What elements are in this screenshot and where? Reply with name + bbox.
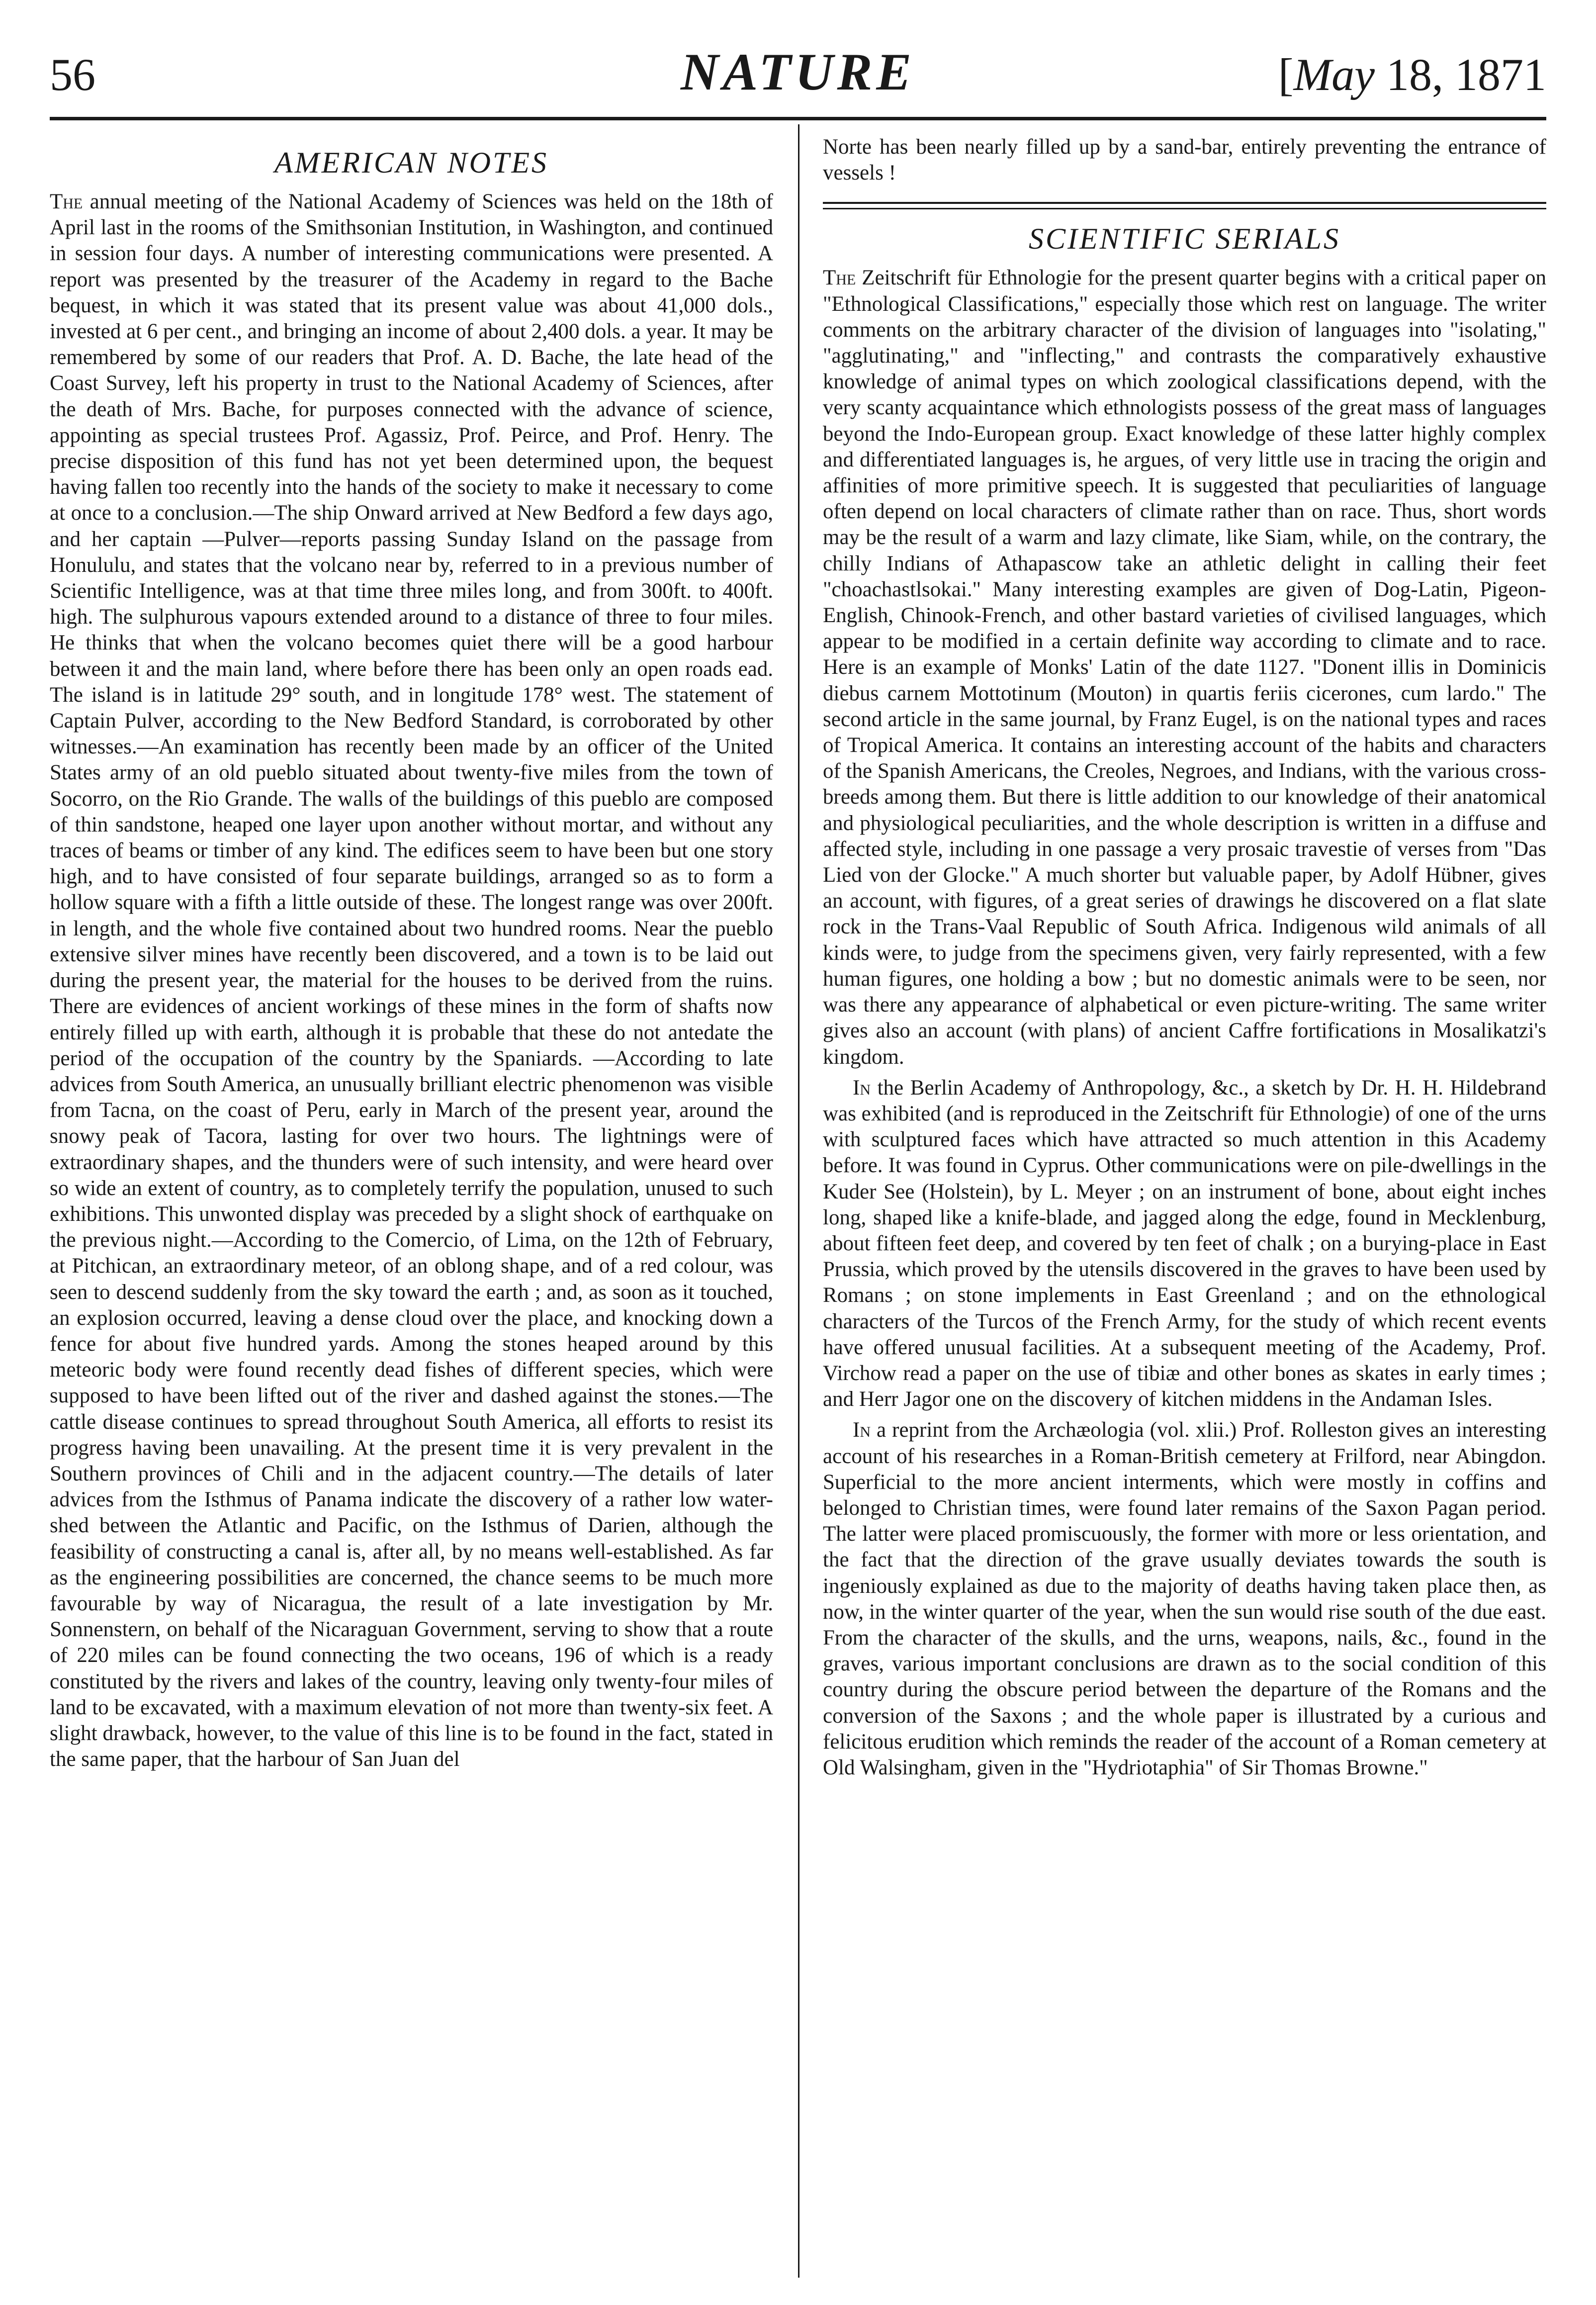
left-column xyxy=(50,134,773,1772)
section-rule xyxy=(823,202,1546,209)
issue-date-rest: 18, 1871 xyxy=(1375,49,1546,100)
page-number: 56 xyxy=(50,49,95,100)
serials-paragraph-1 xyxy=(823,265,1546,1070)
page-header xyxy=(50,30,1546,120)
serials-paragraph-2-lead: In xyxy=(853,1076,871,1100)
scientific-serials-title: SCIENTIFIC SERIALS xyxy=(1029,222,1340,256)
american-notes-body xyxy=(50,189,773,1772)
issue-date xyxy=(1278,50,1546,99)
column-divider xyxy=(798,124,799,2278)
issue-date-bracket: [ xyxy=(1278,49,1294,100)
issue-date-month: May xyxy=(1293,49,1375,100)
journal-page xyxy=(50,30,1546,2278)
serials-paragraph-3-lead: In xyxy=(853,1418,871,1442)
continued-text: Norte has been nearly filled up by a sand-bar, entirely preventing the entrance of vessels ! xyxy=(823,135,1546,185)
serials-paragraph-1-text: Zeitschrift für Ethnologie for the present quarter begins with a critical paper on "Ethnological Classifications," especially those which rest on language. The writer comments on the arbitrary character of the division of languages into "isolating," "agglutinating," and "inflecting," and contrasts the comparatively exhaustive knowledge of animal types on which zoological classifications depend, with the very scanty acquaintance which ethnologists possess of the great mass of languages beyond the Indo-European group. Exact knowledge of these latter highly complex and differentiated languages is, he argues, of very little use in tracing the origin and affinities of more primitive speech. It is suggested that peculiarities of language often depend on local characters of climate rather than on race. Thus, short words may be the result of a warm and lazy climate, like Siam, while, on the contrary, the chilly Indians of Athapascow take an athletic delight in calling their feet "choachastlsokai." Many interesting examples are given of Dog-Latin, Pigeon-English, Chinook-French, and other bastard varieties of civilised languages, which appear to be modified in a certain definite way according to climate and to race. Here is an example of Monks' Latin of the date 1127. "Donent illis in Dominicis diebus carnem Mottotinum (Mouton) in quartis feriis cicerones, cum lardo." The second article in the same journal, by Franz Eugel, is on the national types and races of Tropical America. It contains an interesting account of the habits and characters of the Spanish Americans, the Creoles, Negroes, and Indians, with the various cross-breeds among them. But there is little addition to our knowledge of their anatomical and physiological peculiarities, and the whole description is written in a diffuse and affected style, including in one passage a very prosaic travestie of verses from "Das Lied von der Glocke." A much shorter but valuable paper, by Adolf Hübner, gives an account, with figures, of a great series of drawings he discovered on a flat slate rock in the Trans-Vaal Republic of South Africa. Indigenous wild animals of all kinds were, to judge from the specimens given, very fairly represented, with a few human figures, one holding a bow ; but no domestic animals were to be seen, nor was there any appearance of alphabetical or even picture-writing. The same writer gives also an account (with plans) of ancient Caffre fortifications in Mosalikatzi's kingdom. xyxy=(823,266,1546,1069)
serials-paragraph-2 xyxy=(823,1075,1546,1413)
right-column xyxy=(823,134,1546,1781)
american-notes-title: AMERICAN NOTES xyxy=(274,146,548,179)
journal-title: NATURE xyxy=(680,43,916,101)
serials-paragraph-2-text: the Berlin Academy of Anthropology, &c., a sketch by Dr. H. H. Hildebrand was exhibited (and is reproduced in the Zeitschrift für Ethnologie) of one of the urns with sculptured faces which have attracted so much attention in this Academy before. It was found in Cyprus. Other communications were on pile-dwellings in the Kuder See (Holstein), by L. Meyer ; on an instrument of bone, about eight inches long, shaped like a knife-blade, and jagged along the edge, found in Mecklenburg, about fifteen feet deep, and covered by ten feet of chalk ; on a burying-place in East Prussia, which proved by the utensils discovered in the graves to have been used by Romans ; on stone implements in East Greenland ; and on the ethnological characters of the Turcos of the French Army, for the study of which recent events have offered unusual facilities. At a subsequent meeting of the Academy, Prof. Virchow read a paper on the use of tibiæ and other bones as skates in early times ; and Herr Jagor one on the discovery of kitchen middens in the Andaman Isles. xyxy=(823,1076,1546,1411)
american-notes-lead: The xyxy=(50,190,83,213)
american-notes-text: annual meeting of the National Academy of Sciences was held on the 18th of April last in the rooms of the Smithsonian Institution, in Washington, and continued in session four days. A number of interesting communications were presented. A report was presented by the treasurer of the Academy in regard to the Bache bequest, in which it was stated that its present value was about 41,000 dols., invested at 6 per cent., and bringing an income of about 2,400 dols. a year. It may be remembered by some of our readers that Prof. A. D. Bache, the late head of the Coast Survey, left his property in trust to the National Academy of Sciences, after the death of Mrs. Bache, for purposes connected with the advance of science, appointing as special trustees Prof. Agassiz, Prof. Peirce, and Prof. Henry. The precise disposition of this fund has not yet been determined upon, the bequest having fallen too recently into the hands of the society to make it necessary to come at once to a conclusion.—The ship Onward arrived at New Bedford a few days ago, and her captain —Pulver—reports passing Sunday Island on the passage from Honululu, and states that the volcano near by, referred to in a previous number of Scientific Intelligence, was at that time three miles long, and from 300ft. to 400ft. high. The sulphurous vapours extended around to a distance of three to four miles. He thinks that when the volcano becomes quiet there will be a good harbour between it and the main land, where before there has been only an open roads ead. The island is in latitude 29° south, and in longitude 178° west. The statement of Captain Pulver, according to the New Bedford Standard, is corroborated by other witnesses.—An examination has recently been made by an officer of the United States army of an old pueblo situated about twenty-five miles from the town of Socorro, on the Rio Grande. The walls of the buildings of this pueblo are composed of thin sandstone, heaped one layer upon another without mortar, and without any traces of beams or timber of any kind. The edifices seem to have been but one story high, and to have consisted of four separate buildings, arranged so as to form a hollow square with a fifth a little outside of these. The longest range was over 200ft. in length, and the whole five contained about two hundred rooms. Near the pueblo extensive silver mines have recently been discovered, and a town is to be laid out during the present year, the material for the houses to be derived from the ruins. There are evidences of ancient workings of these mines in the form of shafts now entirely filled up with earth, although it is probable that these do not antedate the period of the occupation of the country by the Spaniards. —According to late advices from South America, an unusually brilliant electric phenomenon was visible from Tacna, on the coast of Peru, early in March of the present year, around the snowy peak of Tacora, lasting for over two hours. The lightnings were of extraordinary shapes, and the thunders were of such intensity, and were heard over so wide an extent of country, as to completely terrify the population, unused to such exhibitions. This unwonted display was preceded by a slight shock of earthquake on the previous night.—According to the Comercio, of Lima, on the 12th of February, at Pitchican, an extraordinary meteor, of an oblong shape, and of a red colour, was seen to descend suddenly from the sky toward the earth ; and, as soon as it touched, an explosion occurred, leaving a dense cloud over the place, and knocking down a fence for about five hundred yards. Among the stones heaped around by this meteoric body were found recently dead fishes of different species, which were supposed to have been lifted out of the river and dashed against the stones.—The cattle disease continues to spread throughout South America, all efforts to resist its progress having been unavailing. At the present time it is very prevalent in the Southern provinces of Chili and in the adjacent country.—The details of later advices from the Isthmus of Panama indicate the discovery of a rather low water-shed between the Atlantic and Pacific, on the Isthmus of Darien, although the feasibility of constructing a canal is, after all, by no means well-established. As far as the engineering possibilities are concerned, the chance seems to be much more favourable by way of Nicaragua, the result of a late investigation by Mr. Sonnenstern, on behalf of the Nicaraguan Government, serving to show that a route of 220 miles can be found connecting the two oceans, 196 of which is a ready constituted by the rivers and lakes of the country, leaving only twenty-four miles of land to be excavated, with a maximum elevation of not more than twenty-six feet. A slight drawback, however, to the value of this line is to be found in the fact, stated in the same paper, that the harbour of San Juan del xyxy=(50,190,773,1771)
serials-paragraph-1-lead: The xyxy=(823,266,856,290)
serials-paragraph-3 xyxy=(823,1417,1546,1781)
serials-paragraph-3-text: a reprint from the Archæologia (vol. xlii.) Prof. Rolleston gives an interesting account of his researches in a Roman-British cemetery at Frilford, near Abingdon. Superficial to the more ancient interments, which were mostly in coffins and belonged to Christian times, were found later remains of the Saxon Pagan period. The latter were placed promiscuously, the former with more or less orientation, and the fact that the direction of the grave usually deviates towards the south is ingeniously explained as due to the majority of deaths having taken place then, as now, in the winter quarter of the year, when the sun would rise south of the due east. From the character of the skulls, and the urns, weapons, nails, &c., found in the graves, various important conclusions are drawn as to the social condition of this country during the obscure period between the departure of the Romans and the conversion of the Saxons ; and the whole paper is illustrated by a curious and felicitous erudition which reminds the reader of the account of a Roman cemetery at Old Walsingham, given in the "Hydriotaphia" of Sir Thomas Browne." xyxy=(823,1418,1546,1779)
